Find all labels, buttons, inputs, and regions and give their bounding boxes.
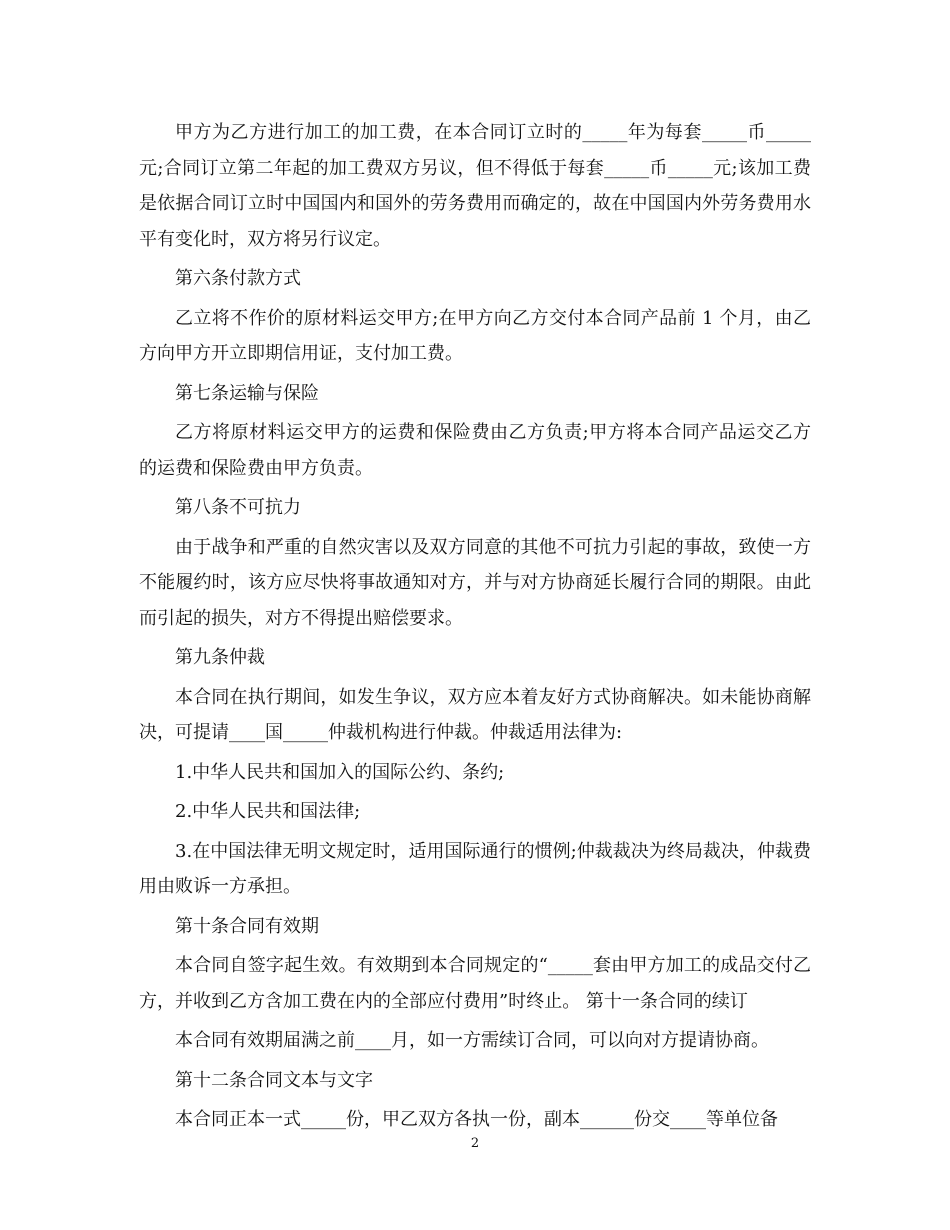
- paragraph-validity: 本合同自签字起生效。有效期到本合同规定的“_____套由甲方加工的成品交付乙方，并收到乙方含加工费在内的全部应付费用”时终止。 第十一条合同的续订: [139, 955, 811, 1012]
- list-item-law-2: 2.中华人民共和国法律;: [175, 801, 361, 822]
- heading-article-8: 第八条不可抗力: [175, 497, 301, 518]
- paragraph-renewal: 本合同有效期届满之前____月，如一方需续订合同，可以向对方提请协商。: [175, 1030, 769, 1051]
- heading-article-7: 第七条运输与保险: [175, 382, 319, 404]
- list-item-law-1: 1.中华人民共和国加入的国际公约、条约;: [175, 761, 505, 783]
- paragraph-processing-fee: 甲方为乙方进行加工的加工费，在本合同订立时的_____年为每套_____币_____元;合同订立第二年起的加工费双方另议，但不得低于每套_____币_____元;该加工费是依据合同订立时中国国内和国外的劳务费用而确定的，故在中国国内外劳务费用水平有变化时，双方将另行议定。: [139, 122, 811, 250]
- page-number: 2: [470, 1136, 480, 1151]
- document-body: [139, 115, 811, 1142]
- paragraph-arbitration: 本合同在执行期间，如发生争议，双方应本着友好方式协商解决。如未能协商解决，可提请____国_____仲裁机构进行仲裁。仲裁适用法律为:: [139, 686, 811, 743]
- paragraph-transport-insurance: 乙方将原材料运交甲方的运费和保险费由乙方负责;甲方将本合同产品运交乙方的运费和保险费由甲方负责。: [139, 422, 811, 479]
- heading-article-6: 第六条付款方式: [175, 268, 301, 289]
- paragraph-payment: 乙立将不作价的原材料运交甲方;在甲方向乙方交付本合同产品前 1 个月，由乙方向甲方开立即期信用证，支付加工费。: [139, 307, 811, 364]
- paragraph-copies: 本合同正本一式_____份，甲乙双方各执一份，副本______份交____等单位备: [175, 1109, 778, 1130]
- paragraph-force-majeure: 由于战争和严重的自然灾害以及双方同意的其他不可抗力引起的事故，致使一方不能履约时，该方应尽快将事故通知对方，并与对方协商延长履行合同的期限。由此而引起的损失，对方不得提出赔偿要求。: [139, 536, 811, 629]
- heading-article-12: 第十二条合同文本与文字: [175, 1069, 373, 1091]
- list-item-law-3: 3.在中国法律无明文规定时，适用国际通行的惯例;仲裁裁决为终局裁决，仲裁费用由败诉一方承担。: [139, 840, 811, 897]
- heading-article-9: 第九条仲裁: [175, 647, 265, 668]
- heading-article-10: 第十条合同有效期: [175, 915, 319, 937]
